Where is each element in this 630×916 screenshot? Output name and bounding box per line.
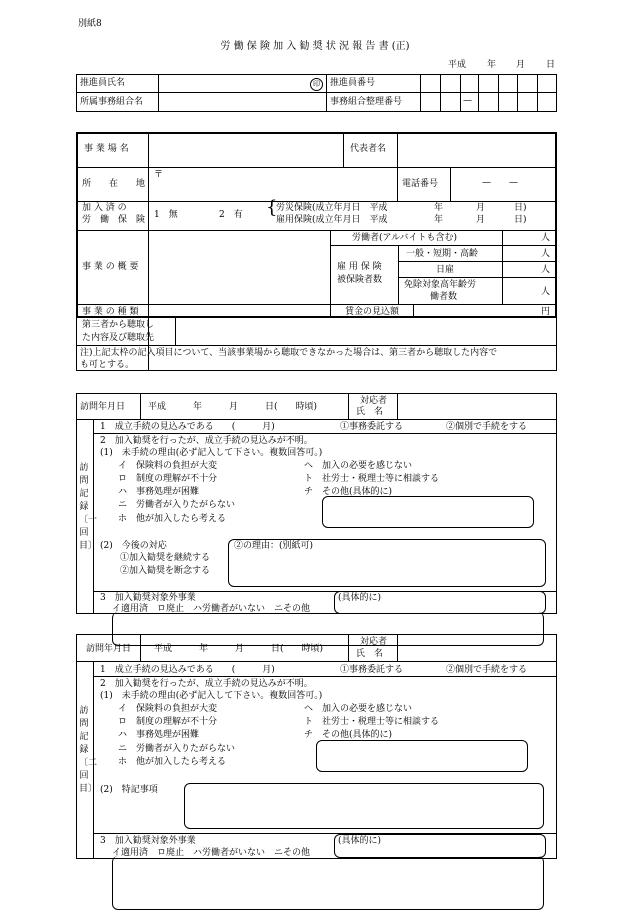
insured-label-2: 被保険者数 — [337, 275, 383, 285]
visit-2-side-label: 訪問記録〔二回目〕 — [79, 706, 98, 794]
visit-1-responder-label-2: 氏 名 — [356, 407, 384, 417]
place-field[interactable] — [150, 134, 340, 166]
third-party-label-2: た内容及び聴取先 — [82, 333, 155, 343]
wage-unit: 円 — [541, 307, 551, 317]
joined-label-2: 労 働 保 険 — [82, 215, 146, 225]
visit-1-reason-ro[interactable]: ロ 制度の理解が不十分 — [118, 474, 218, 484]
visit-2-reason-ho[interactable]: ホ 他が加入したら考える — [118, 757, 227, 767]
visit-1-reason-ni[interactable]: ニ 労働者が入りたがらない — [118, 500, 236, 510]
visit-1-item-2: 2 加入勧奨を行ったが、成立手続の見込みが不明。 — [100, 436, 313, 446]
visit-1-reason-to[interactable]: ト 社労士・税理士等に相談する — [304, 474, 440, 484]
postal-mark: 〒 — [154, 170, 164, 180]
insured-label-1: 雇 用 保 険 — [337, 262, 382, 272]
doc-id: 別紙8 — [78, 19, 102, 29]
rousai-label: 労災保険(成立年月日 平成 — [276, 203, 388, 213]
phone-dashes: — — — [482, 178, 519, 188]
visit-1-reason-ho[interactable]: ホ 他が加入したら考える — [118, 514, 227, 524]
workers-unit: 人 — [541, 233, 551, 243]
visit-2-date-label: 訪問年月日 — [86, 644, 132, 654]
visit-2-reason-ro[interactable]: ロ 制度の理解が不十分 — [118, 717, 218, 727]
address-field[interactable] — [150, 169, 395, 200]
place-label: 事 業 場 名 — [84, 144, 129, 154]
rousai-day: 日) — [514, 203, 527, 213]
visit-2-item-3-options[interactable]: イ適用済 ロ廃止 ハ労働者がいない ニその他 — [112, 848, 311, 858]
visit-1-option-individual[interactable]: ②個別で手続をする — [446, 422, 528, 432]
visit-2-reason-i[interactable]: イ 保険料の負担が大変 — [118, 704, 218, 714]
visit-1-item-3: 3 加入勧奨対象外事業 — [100, 593, 196, 603]
date-day: 日 — [546, 60, 556, 70]
visit-2-item-1: 1 成立手続の見込みである ( 月) — [100, 665, 275, 675]
visit-2-item-3: 3 加入勧奨対象外事業 — [100, 836, 196, 846]
promoter-name-field[interactable] — [160, 75, 324, 91]
visit-1-reason-label: ②の理由：(別紙可) — [234, 541, 314, 551]
note-line-1: 注)上記太枠の記入項目について、当該事業場から聴取できなかった場合は、第三者から聴取した内容で — [80, 348, 498, 358]
rep-label: 代表者名 — [350, 144, 387, 154]
visit-1-item-2-2: (2) 今後の対応 — [100, 541, 167, 551]
koyou-label: 雇用保険(成立年月日 平成 — [276, 215, 388, 225]
visit-1-item-2-1: (1) 未手続の理由(必ず記入して下さい。複数回答可。) — [100, 448, 323, 458]
visit-2-reason-he[interactable]: ヘ 加入の必要を感じない — [304, 704, 413, 714]
note-line-2: も可とする。 — [80, 360, 135, 370]
visit-1-reason-he[interactable]: ヘ 加入の必要を感じない — [304, 461, 413, 471]
visit-1-abandon[interactable]: ②加入勧奨を断念する — [120, 566, 211, 576]
visit-1-other-bracket[interactable] — [322, 496, 534, 528]
visit-2-responder-label-1: 対応者 — [360, 637, 388, 647]
assoc-no-label: 事務組合整理番号 — [330, 97, 403, 107]
visit-1-date-value[interactable]: 平成 年 月 日( 時頃) — [148, 402, 318, 412]
visit-1-overflow-bracket — [112, 612, 544, 646]
third-party-label-1: 第三者から聴取し — [82, 320, 155, 330]
date-month: 月 — [516, 60, 526, 70]
exempt-unit: 人 — [541, 287, 551, 297]
rousai-month: 月 — [476, 203, 486, 213]
joined-option-yes[interactable]: 2 有 — [219, 210, 243, 220]
visit-2-date-value[interactable]: 平成 年 月 日( 時頃) — [154, 644, 324, 654]
promoter-name-label: 推進員氏名 — [80, 78, 126, 88]
third-party-field[interactable] — [177, 318, 555, 345]
daily-unit: 人 — [541, 265, 551, 275]
date-era: 平成 — [448, 60, 467, 70]
visit-2-concrete-label: (具体的に) — [338, 836, 382, 846]
visit-1-concrete-label: (具体的に) — [338, 593, 382, 603]
visit-2-responder-label-2: 氏 名 — [356, 649, 384, 659]
visit-1-date-label: 訪問年月日 — [80, 402, 126, 412]
joined-option-none[interactable]: 1 無 — [154, 210, 178, 220]
visit-2-reason-ha[interactable]: ハ 事務処理が困難 — [118, 730, 200, 740]
visit-1-reason-ha[interactable]: ハ 事務処理が困難 — [118, 487, 200, 497]
daily-label: 日雇 — [436, 265, 455, 275]
visit-2-item-2: 2 加入勧奨を行ったが、成立手続の見込みが不明。 — [100, 679, 313, 689]
general-label: 一般・短期・高齢 — [406, 249, 479, 259]
visit-2-overflow-bracket — [112, 856, 544, 910]
workers-label: 労働者(アルバイトも含む) — [352, 233, 458, 243]
exempt-label-2: 働者数 — [430, 292, 458, 302]
visit-1-option-delegate[interactable]: ①事務委託する — [340, 422, 404, 432]
wage-label: 賃金の見込額 — [345, 307, 400, 317]
exempt-label-1: 免除対象高年齢労 — [404, 280, 477, 290]
visit-1-responder-label-1: 対応者 — [360, 396, 388, 406]
assoc-no-dash: — — [463, 96, 472, 106]
visit-1-continue[interactable]: ①加入勧奨を継続する — [120, 553, 211, 563]
overview-label: 事 業 の 概 要 — [82, 262, 139, 272]
visit-2-reason-chi[interactable]: チ その他(具体的に) — [304, 730, 393, 740]
visit-2-item-2-1: (1) 未手続の理由(必ず記入して下さい。複数回答可。) — [100, 691, 323, 701]
visit-2-other-bracket[interactable] — [316, 740, 528, 772]
koyou-month: 月 — [476, 215, 486, 225]
assoc-name-label: 所属事務組合名 — [80, 97, 144, 107]
page-title: 労 働 保 険 加 入 勧 奨 状 況 報 告 書 (正) — [220, 41, 410, 52]
date-year: 年 — [487, 60, 497, 70]
rousai-year: 年 — [434, 203, 444, 213]
general-unit: 人 — [541, 249, 551, 259]
rep-field[interactable] — [399, 134, 555, 166]
phone-label: 電話番号 — [402, 179, 439, 189]
visit-2-notes-bracket[interactable] — [184, 783, 544, 829]
visit-2-option-delegate[interactable]: ①事務委託する — [340, 665, 404, 675]
seal-mark: 印 — [310, 78, 323, 91]
visit-2-reason-ni[interactable]: ニ 労働者が入りたがらない — [118, 744, 236, 754]
koyou-day: 日) — [514, 215, 527, 225]
overview-field[interactable] — [150, 232, 328, 303]
koyou-year: 年 — [434, 215, 444, 225]
visit-1-item-3-options[interactable]: イ適用済 ロ廃止 ハ労働者がいない ニその他 — [112, 604, 311, 614]
visit-1-item-1: 1 成立手続の見込みである ( 月) — [100, 422, 275, 432]
type-label: 事 業 の 種 類 — [82, 307, 139, 317]
type-field[interactable] — [150, 305, 328, 317]
visit-2-option-individual[interactable]: ②個別で手続をする — [446, 665, 528, 675]
promoter-no-label: 推進員番号 — [330, 78, 376, 88]
visit-1-responder-field[interactable] — [399, 394, 555, 418]
address-label: 所 在 地 — [82, 179, 146, 189]
assoc-name-field[interactable] — [160, 93, 324, 111]
joined-label-1: 加 入 済 の — [82, 203, 127, 213]
brace-icon: { — [266, 197, 278, 218]
visit-2-item-2-2: (2) 特記事項 — [100, 785, 158, 795]
visit-2-reason-to[interactable]: ト 社労士・税理士等に相談する — [304, 717, 440, 727]
visit-1-side-label: 訪問記録〔一回目〕 — [79, 463, 98, 551]
visit-1-reason-i[interactable]: イ 保険料の負担が大変 — [118, 461, 218, 471]
visit-1-reason-chi[interactable]: チ その他(具体的に) — [304, 487, 393, 497]
